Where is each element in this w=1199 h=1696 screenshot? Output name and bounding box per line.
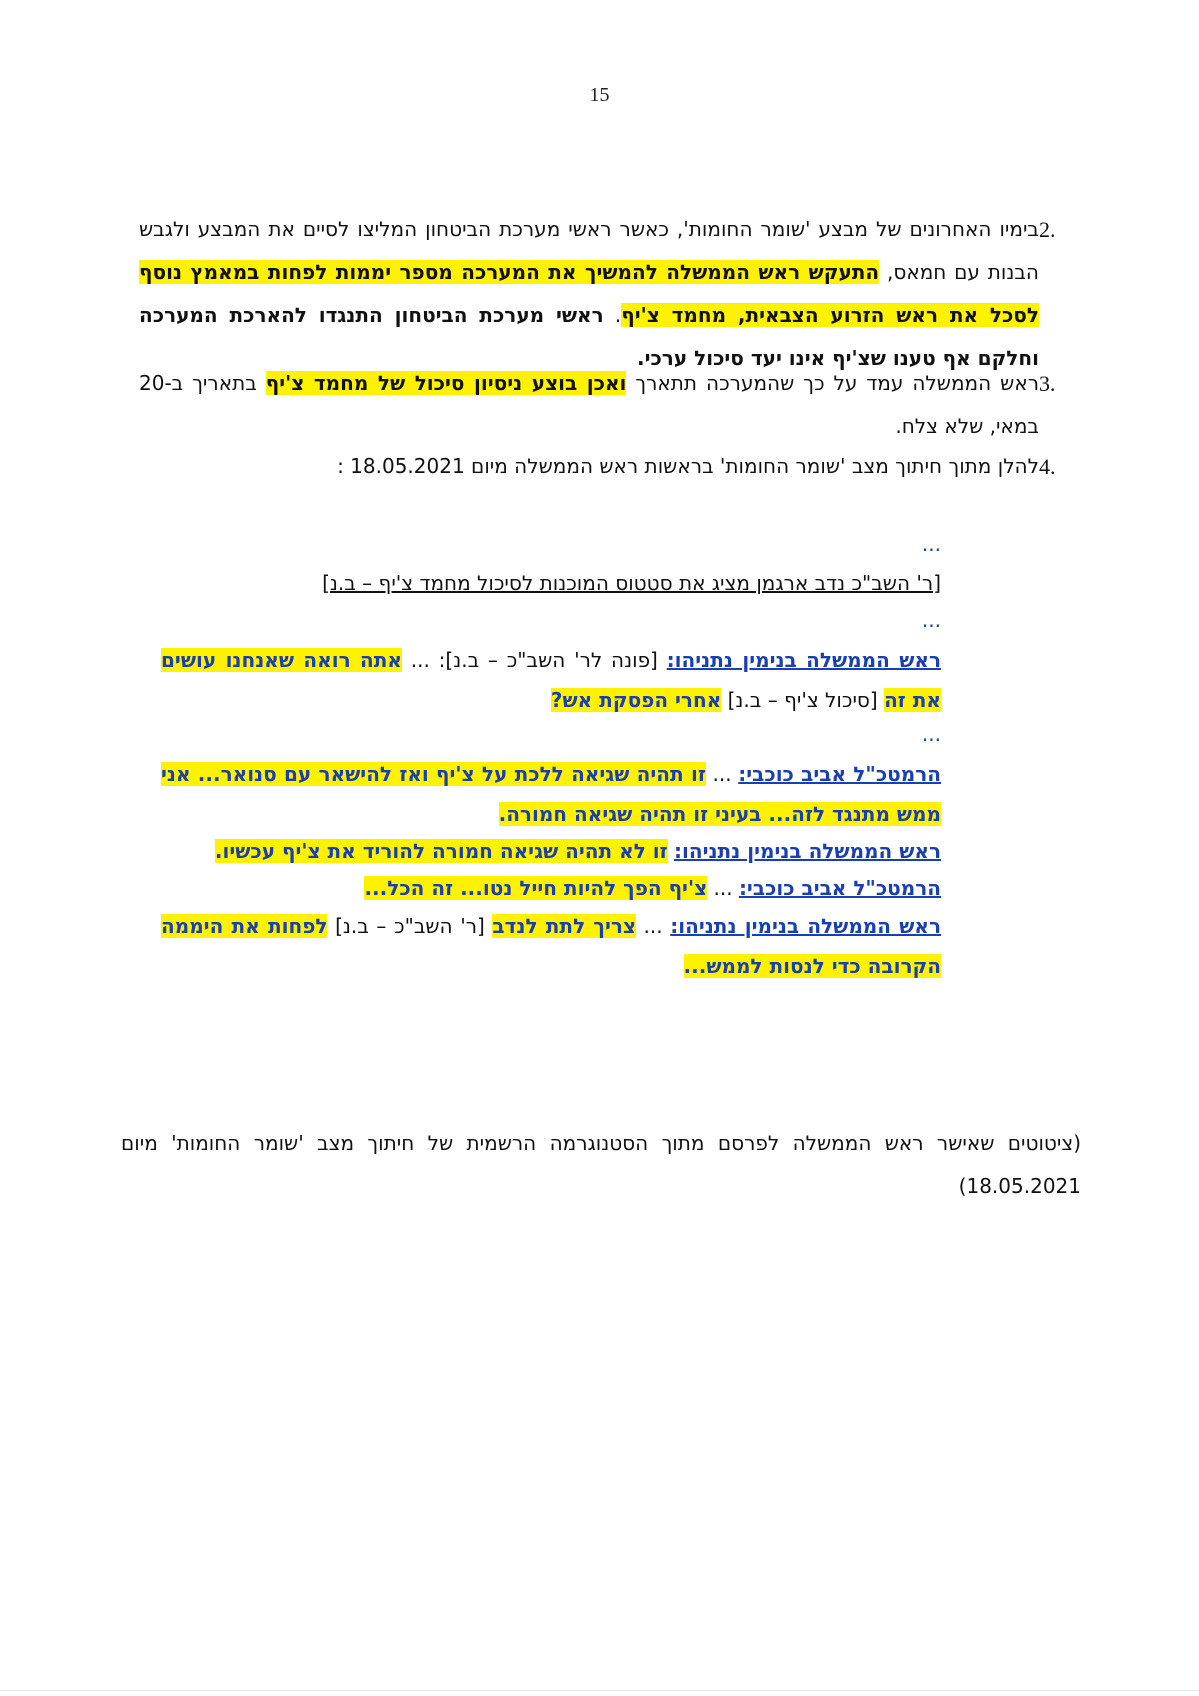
item-text — [139, 208, 1039, 380]
item-text — [139, 362, 1039, 448]
transcript-text: ... — [635, 914, 671, 938]
highlighted-quote: אחרי הפסקת אש? — [550, 688, 722, 712]
transcript-line — [161, 754, 941, 834]
highlighted-bold-text: התעקש ראש הממשלה להמשיך את המערכה מספר יממות לפחות במאמץ נוסף לסכל את ראש הזרוע הצבאית, מחמד צ'יף — [139, 260, 1040, 327]
item-text-part: ראש הממשלה עמד על כך שהמערכה תתארך — [626, 371, 1039, 395]
ellipsis: ... — [921, 722, 941, 746]
list-item-2 — [139, 208, 1056, 380]
speaker-name: ראש הממשלה בנימין נתניהו: — [673, 839, 941, 863]
ellipsis: ... — [921, 532, 941, 556]
item-text — [139, 445, 1039, 488]
speaker-name: הרמטכ"ל אביב כוכבי: — [738, 876, 941, 900]
list-item-4 — [139, 445, 1056, 488]
transcript-text: [פונה לר' השב"כ – ב.נ]: ... — [402, 648, 667, 672]
transcript-line — [161, 868, 941, 908]
footer-note: (ציטוטים שאישר ראש הממשלה לפרסם מתוך הסטנוגרמה הרשמית של חיתוך מצב 'שומר החומות' מיום 18.05.2021) — [121, 1131, 1081, 1198]
stage-note — [161, 563, 941, 603]
transcript-text: ... — [707, 876, 739, 900]
speaker-name: ראש הממשלה בנימין נתניהו: — [666, 648, 941, 672]
highlighted-quote: צריך לתת לנדב — [492, 914, 636, 938]
stage-note-text: [ר' השב"כ נדב ארגמן מציג את סטטוס המוכנות לסיכול מחמד צ'יף – ב.נ] — [322, 571, 941, 595]
speaker-name: ראש הממשלה בנימין נתניהו: — [670, 914, 941, 938]
transcript-text: [ר' השב"כ – ב.נ] — [327, 914, 493, 938]
transcript-text: ... — [705, 762, 739, 786]
speaker-name: הרמטכ"ל אביב כוכבי: — [738, 762, 941, 786]
item-text-part: בתאריך ב-20 במאי, שלא צלח. — [139, 371, 1039, 438]
item-number: 2. — [1039, 217, 1056, 242]
page-edge — [0, 1690, 1199, 1691]
transcript-line — [161, 640, 941, 720]
list-item-3 — [139, 362, 1056, 448]
highlighted-quote: זו תהיה שגיאה ללכת על צ'יף ואז להישאר עם סנואר... אני ממש מתנגד לזה... בעיני זו תהיה שגיאה חמורה. — [161, 762, 941, 826]
highlighted-bold-text: ואכן בוצע ניסיון סיכול של מחמד צ'יף — [265, 371, 627, 395]
transcript-text: [סיכול צ'יף – ב.נ] — [721, 688, 885, 712]
highlighted-quote: לפחות את היממה הקרובה כדי לנסות לממש... — [161, 914, 941, 978]
item-text-part: להלן מתוך חיתוך מצב 'שומר החומות' בראשות ראש הממשלה מיום 18.05.2021 : — [337, 454, 1039, 478]
transcript-line — [161, 906, 941, 986]
transcript-line — [161, 831, 941, 871]
page-number: 15 — [589, 84, 610, 106]
item-number: 4. — [1039, 454, 1056, 479]
ellipsis: ... — [921, 608, 941, 632]
highlighted-quote: זו לא תהיה שגיאה חמורה להוריד את צ'יף עכשיו. — [214, 839, 668, 863]
item-number: 3. — [1039, 371, 1056, 396]
bold-text: ראשי מערכת הביטחון התנגדו להארכת המערכה וחלקם אף טענו שצ'יף אינו יעד סיכול ערכי. — [139, 303, 1039, 370]
highlighted-quote: צ'יף הפך להיות חייל נטו... זה הכל... — [364, 876, 708, 900]
highlighted-quote: אתה רואה שאנחנו עושים את זה — [161, 648, 941, 712]
item-text-part: בימיו האחרונים של מבצע 'שומר החומות', כאשר ראשי מערכת הביטחון המליצו לסיים את המבצע ולגבש הבנות עם חמאס, — [139, 217, 1039, 284]
item-text-part: . — [603, 303, 622, 327]
